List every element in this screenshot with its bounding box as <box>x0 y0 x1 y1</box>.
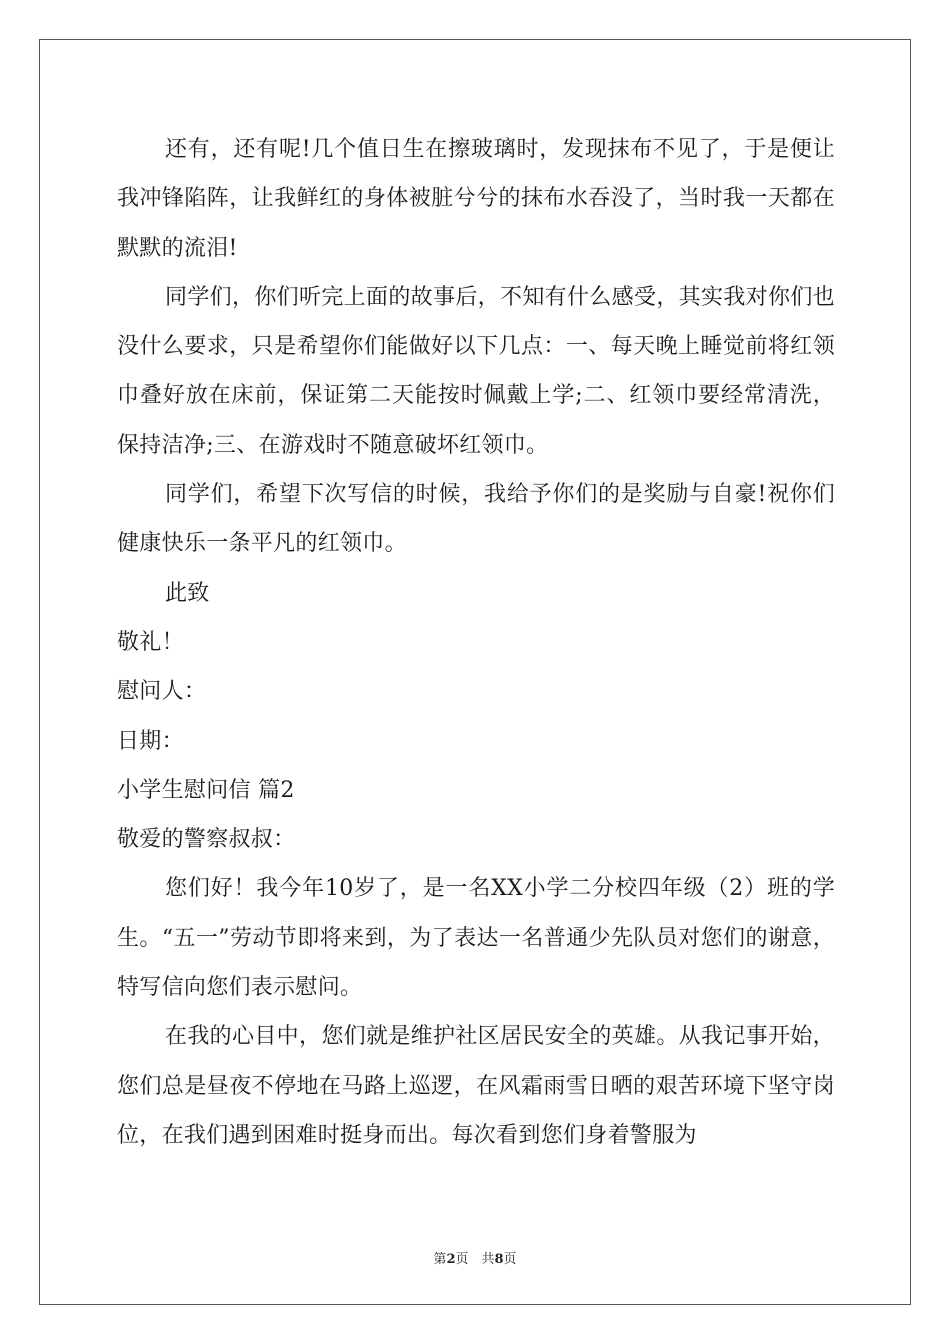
closing-salutation: 此致 <box>165 580 210 606</box>
paragraph: 在我的心目中，您们就是维护社区居民安全的英雄。从我记事开始，您们总是昼夜不停地在马路上巡逻，在风霜雨雪日晒的艰苦环境下坚守岗位，在我们遇到困难时挺身而出。每次看到您们身着警服为 <box>117 1024 835 1148</box>
letter-greeting: 敬爱的警察叔叔： <box>117 827 296 853</box>
document-body <box>117 125 835 1160</box>
page-number-footer <box>0 1248 950 1267</box>
paragraph: 您们好！我今年10岁了，是一名XX小学二分校四年级（2）班的学生。“五一”劳动节即将来到，为了表达一名普通少先队员对您们的谢意，特写信向您们表示慰问。 <box>117 876 835 1001</box>
signature-line: 慰问人： <box>117 679 207 705</box>
paragraph: 还有，还有呢!几个值日生在擦玻璃时，发现抹布不见了，于是便让我冲锋陷阵，让我鲜红的身体被脏兮兮的抹布水吞没了，当时我一天都在默默的流泪! <box>117 137 835 261</box>
page-prefix: 第 <box>433 1252 447 1267</box>
closing-regards: 敬礼！ <box>117 629 184 655</box>
page-suffix: 页 <box>503 1252 517 1267</box>
paragraph: 同学们，希望下次写信的时候，我给予你们的是奖励与自豪!祝你们健康快乐一条平凡的红领巾。 <box>117 482 835 557</box>
paragraph: 同学们，你们听完上面的故事后，不知有什么感受，其实我对你们也没什么要求，只是希望你们能做好以下几点：一、每天晚上睡觉前将红领巾叠好放在床前，保证第二天能按时佩戴上学;二、红领巾要经常清洗，保持洁净;三、在游戏时不随意破坏红领巾。 <box>117 284 835 458</box>
total-page-number: 8 <box>494 1252 504 1267</box>
date-line: 日期： <box>117 728 184 754</box>
page-middle: 页 共 <box>455 1252 495 1267</box>
current-page-number: 2 <box>446 1252 456 1267</box>
section-title: 小学生慰问信 篇2 <box>117 777 295 803</box>
